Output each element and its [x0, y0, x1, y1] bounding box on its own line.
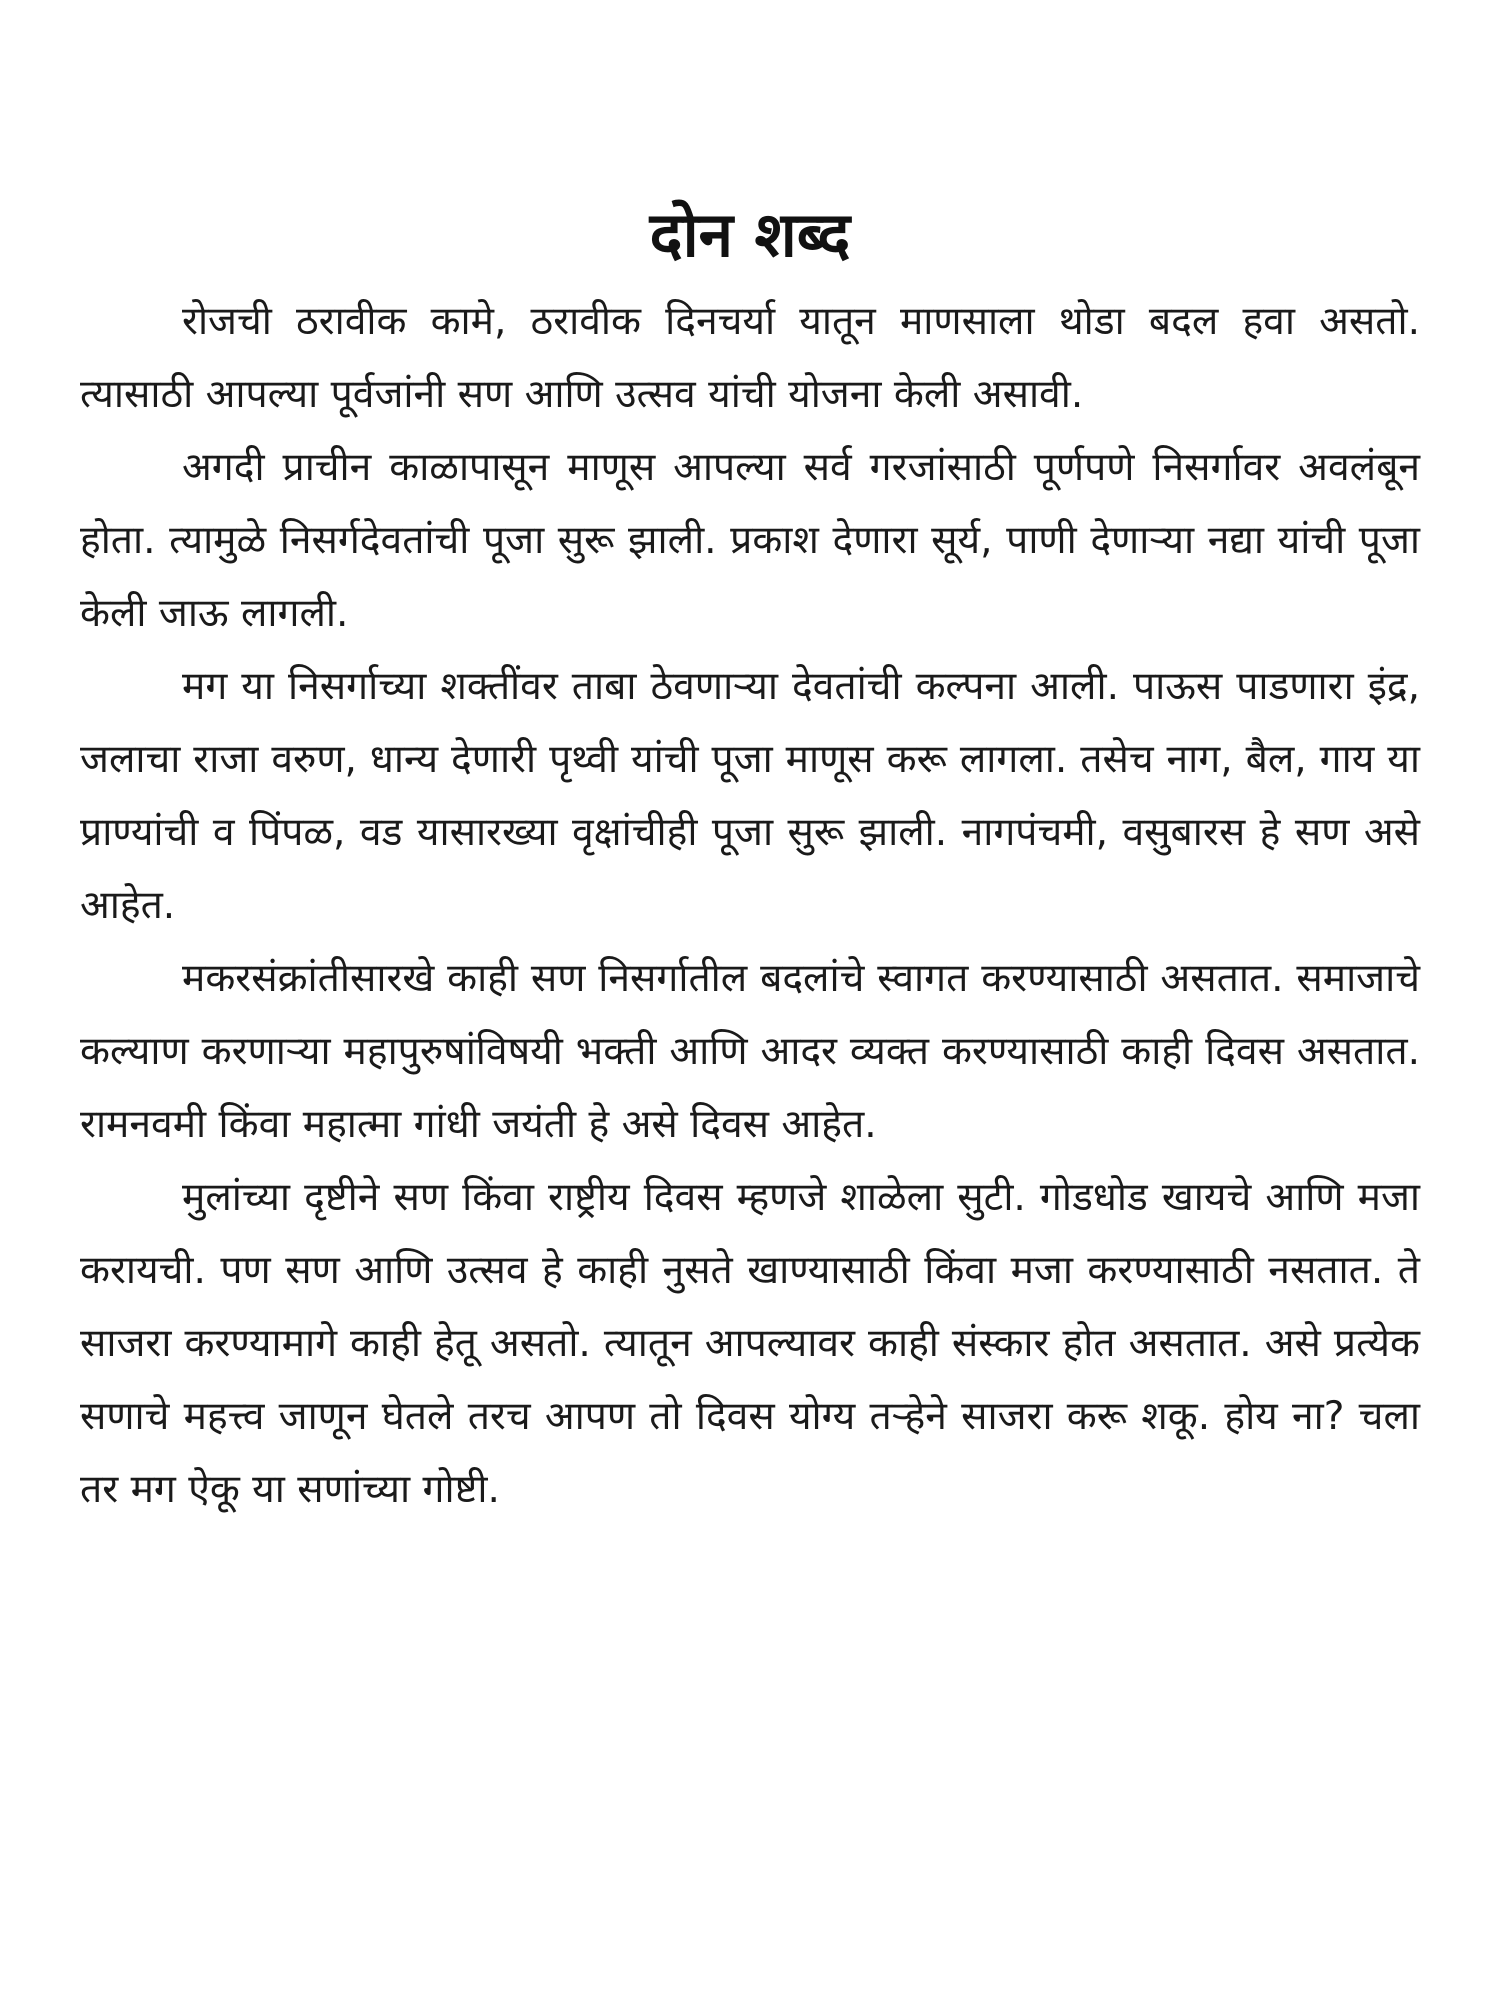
- paragraph-2: अगदी प्राचीन काळापासून माणूस आपल्या सर्व गरजांसाठी पूर्णपणे निसर्गावर अवलंबून होता. त्यामुळे निसर्गदेवतांची पूजा सुरू झाली. प्रकाश देणारा सूर्य, पाणी देणाऱ्या नद्या यांची पूजा केली जाऊ लागली.: [80, 445, 1420, 636]
- page-title: दोन शब्द: [649, 198, 851, 271]
- document-page: [80, 195, 1420, 1526]
- paragraph-5: मुलांच्या दृष्टीने सण किंवा राष्ट्रीय दिवस म्हणजे शाळेला सुटी. गोडधोड खायचे आणि मजा करायची. पण सण आणि उत्सव हे काही नुसते खाण्यासाठी किंवा मजा करण्यासाठी नसतात. ते साजरा करण्यामागे काही हेतू असतो. त्यातून आपल्यावर काही संस्कार होत असतात. असे प्रत्येक सणाचे महत्त्व जाणून घेतले तरच आपण तो दिवस योग्य तऱ्हेने साजरा करू शकू. होय ना? चला तर मग ऐकू या सणांच्या गोष्टी.: [80, 1175, 1420, 1512]
- paragraph-4: मकरसंक्रांतीसारखे काही सण निसर्गातील बदलांचे स्वागत करण्यासाठी असतात. समाजाचे कल्याण करणाऱ्या महापुरुषांविषयी भक्ती आणि आदर व्यक्त करण्यासाठी काही दिवस असतात. रामनवमी किंवा महात्मा गांधी जयंती हे असे दिवस आहेत.: [80, 956, 1420, 1147]
- paragraph-1: रोजची ठरावीक कामे, ठरावीक दिनचर्या यातून माणसाला थोडा बदल हवा असतो. त्यासाठी आपल्या पूर्वजांनी सण आणि उत्सव यांची योजना केली असावी.: [80, 299, 1420, 417]
- paragraph-3: मग या निसर्गाच्या शक्तींवर ताबा ठेवणाऱ्या देवतांची कल्पना आली. पाऊस पाडणारा इंद्र, जलाचा राजा वरुण, धान्य देणारी पृथ्वी यांची पूजा माणूस करू लागला. तसेच नाग, बैल, गाय या प्राण्यांची व पिंपळ, वड यासारख्या वृक्षांचीही पूजा सुरू झाली. नागपंचमी, वसुबारस हे सण असे आहेत.: [80, 664, 1420, 928]
